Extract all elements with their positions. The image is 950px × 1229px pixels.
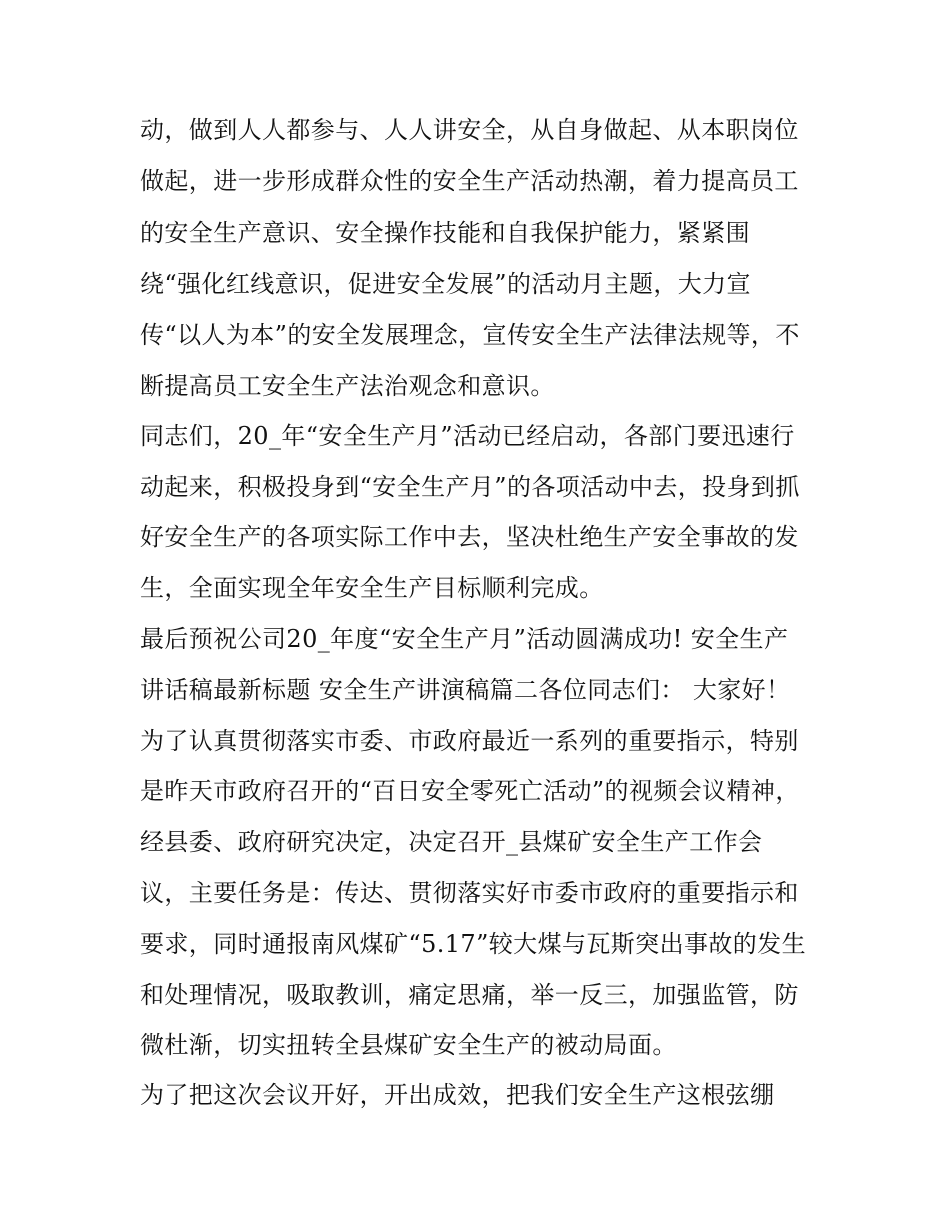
text-line: 最后预祝公司20_年度“安全生产月”活动圆满成功! 安全生产 [140,625,789,653]
text-line: 好安全生产的各项实际工作中去，坚决杜绝生产安全事故的发 [140,523,799,551]
text-line: 绕“强化红线意识，促进安全发展”的活动月主题，大力宣 [140,270,751,298]
text-line: 讲话稿最新标题 安全生产讲演稿篇二各位同志们： 大家好！ [140,676,791,704]
text-line: 生，全面实现全年安全生产目标顺利完成。 [140,574,604,602]
text-line: 动起来，积极投身到“安全生产月”的各项活动中去，投身到抓 [140,473,800,501]
text-line: 议，主要任务是：传达、贯彻落实好市委市政府的重要指示和 [140,879,799,907]
text-line: 为了把这次会议开好，开出成效，把我们安全生产这根弦绷 [140,1081,775,1109]
text-line: 传“以人为本”的安全发展理念，宣传安全生产法律法规等，不 [140,321,800,349]
text-line: 断提高员工安全生产法治观念和意识。 [140,372,555,400]
text-line: 微杜渐，切实扭转全县煤矿安全生产的被动局面。 [140,1031,677,1059]
text-line: 为了认真贯彻落实市委、市政府最近一系列的重要指示，特别 [140,727,799,755]
text-line: 经县委、政府研究决定，决定召开_县煤矿安全生产工作会 [140,828,763,856]
text-line: 动，做到人人都参与、人人讲安全，从自身做起、从本职岗位 [140,116,799,144]
text-line: 做起，进一步形成群众性的安全生产活动热潮，着力提高员工 [140,167,799,195]
text-line: 的安全生产意识、安全操作技能和自我保护能力，紧紧围 [140,219,750,247]
text-line: 同志们，20_年“安全生产月”活动已经启动，各部门要迅速行 [140,422,795,450]
text-line: 和处理情况，吸取教训，痛定思痛，举一反三，加强监管，防 [140,981,799,1009]
text-line: 要求，同时通报南风煤矿“5.17”较大煤与瓦斯突出事故的发生 [140,930,806,958]
text-line: 是昨天市政府召开的“百日安全零死亡活动”的视频会议精神， [140,777,800,805]
